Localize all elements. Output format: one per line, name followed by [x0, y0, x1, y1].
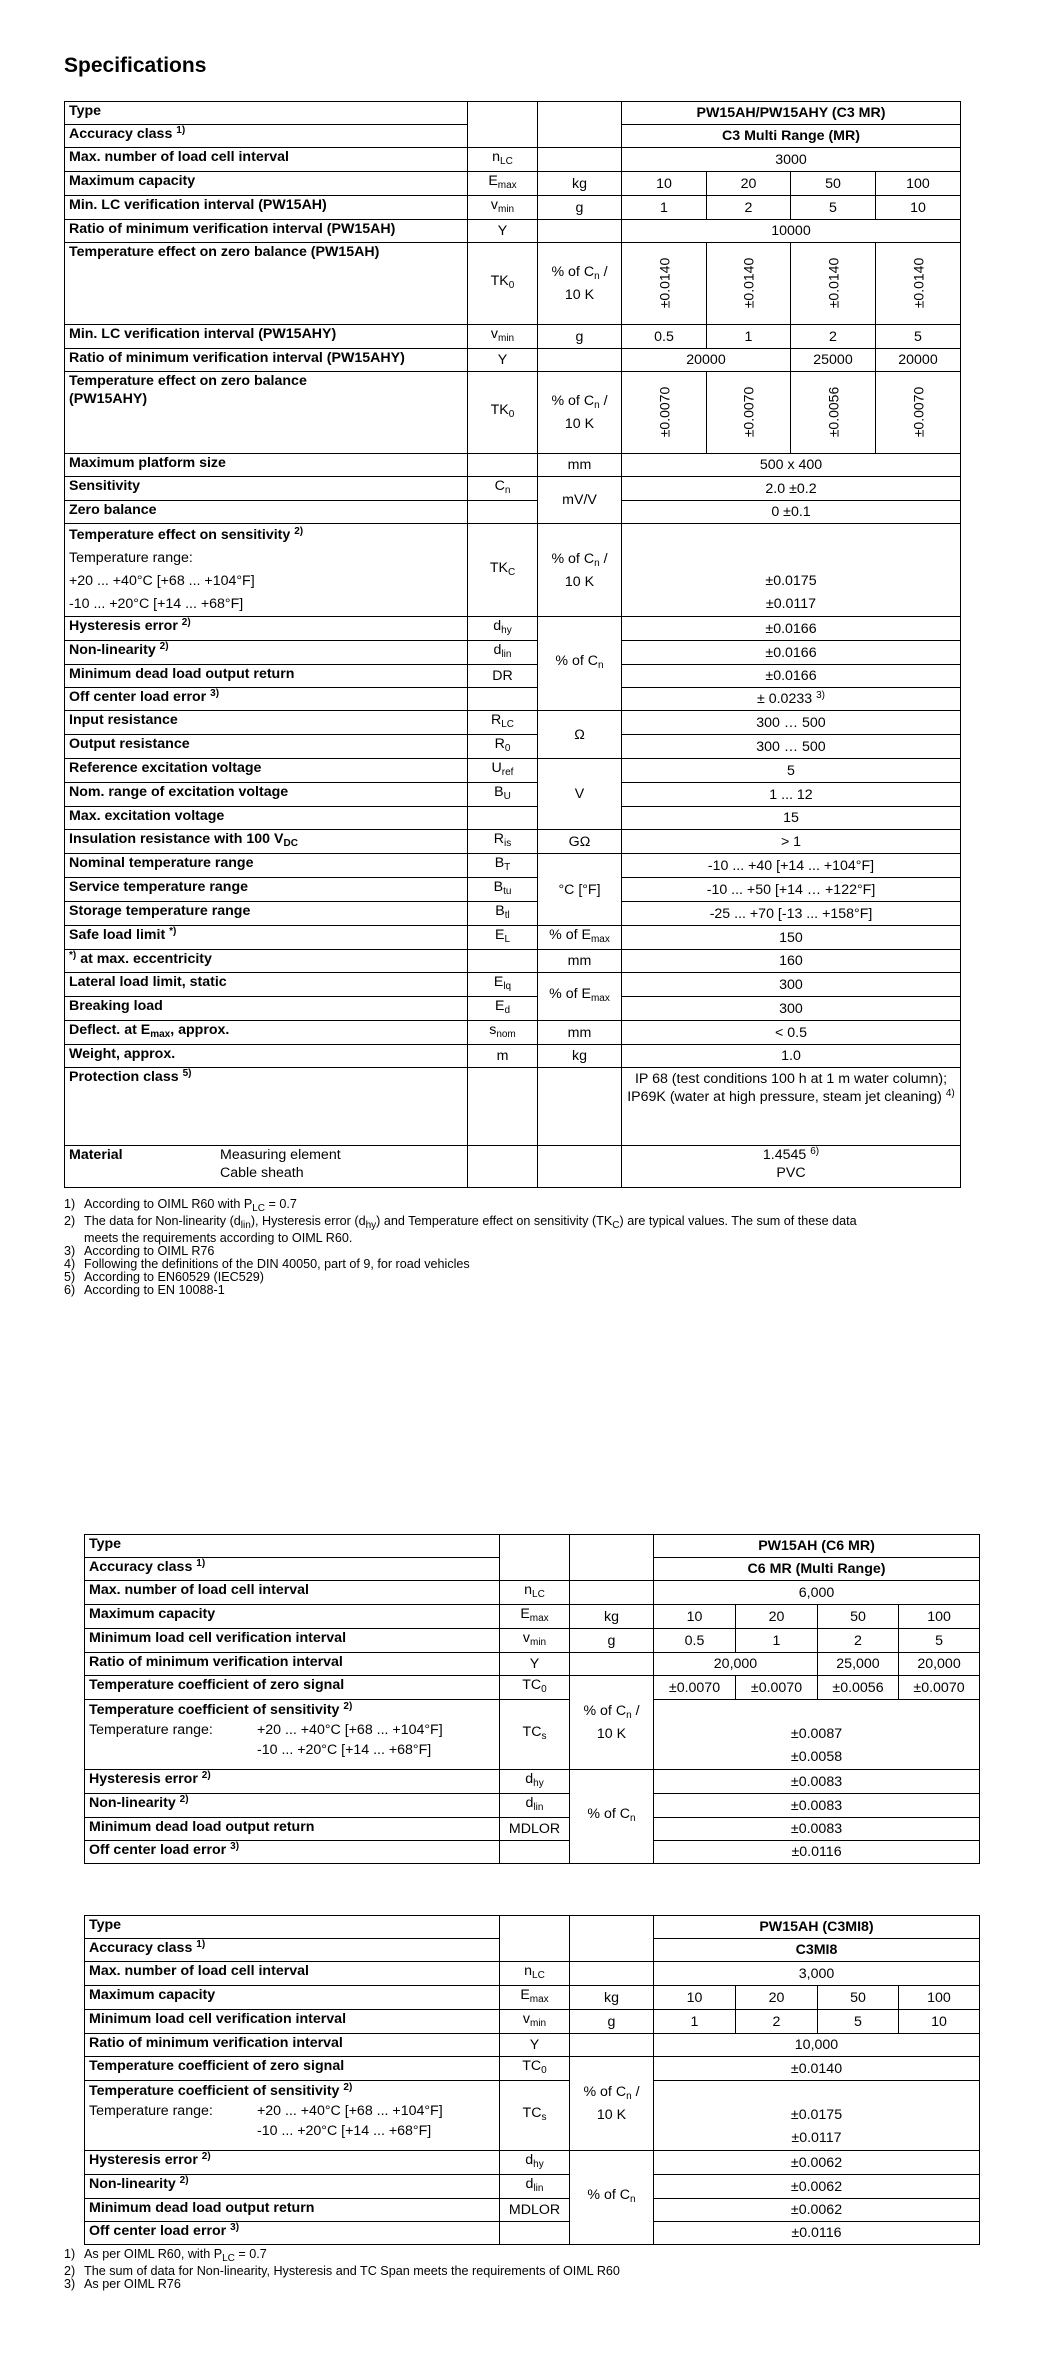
- tc0-cell: ±0.0070: [654, 1676, 736, 1700]
- capacity-cell: 50: [818, 1986, 899, 2010]
- symbol-tc0: $TC_0$: [500, 1676, 570, 1700]
- ref-exc-label: Reference excitation voltage: [65, 759, 468, 783]
- type-label: Type: [85, 1535, 500, 1558]
- lateral-label: Lateral load limit, static: [65, 973, 468, 997]
- unit-kg: kg: [570, 1605, 654, 1629]
- ratio-label: Ratio of minimum verification interval: [85, 2034, 500, 2057]
- footnote: 4) Following the definitions of the DIN 40050, part of 9, for road vehicles: [64, 1257, 470, 1271]
- nonlin-label: Non-linearity $^{2)}$: [85, 1794, 500, 1818]
- unit-mm: mm: [538, 1021, 622, 1045]
- output-res-value: 300 … 500: [622, 735, 961, 759]
- off-center-value: ±0.0116: [654, 2222, 980, 2245]
- ratio-cell: 25000: [791, 349, 876, 372]
- nonlin-value: ±0.0166: [622, 641, 961, 665]
- tk0-ahy-label: Temperature effect on zero balance (PW15AHY): [65, 372, 468, 454]
- unit-ohm: Ω: [538, 711, 622, 759]
- symbol-vmin: $v_{min}$: [500, 2010, 570, 2034]
- footnote: 2) The sum of data for Non-linearity, Hysteresis and TC Span meets the requirements of OIML R60: [64, 2264, 620, 2278]
- symbol-btu: $B_{tu}$: [468, 878, 538, 902]
- type-value: PW15AH/PW15AHY (C3 MR): [622, 102, 961, 125]
- min-interval-cell: 1: [654, 2010, 736, 2034]
- service-temp-value: -10 ... +50 [+14 … +122°F]: [622, 878, 961, 902]
- max-interval-label: Max. number of load cell interval: [85, 1962, 500, 1986]
- symbol-vmin: $v_{min}$: [500, 1629, 570, 1653]
- off-center-value: ± 0.0233 $^{3)}$: [622, 688, 961, 711]
- platform-value: 500 x 400: [622, 454, 961, 477]
- nonlin-value: ±0.0083: [654, 1794, 980, 1818]
- min-interval-cell: 1: [736, 1629, 818, 1653]
- unit-pct-cn-10k: % of $C_n$ / 10 K: [538, 243, 622, 325]
- symbol-emax: $E_{max}$: [500, 1986, 570, 2010]
- nonlin-label: Non-linearity $^{2)}$: [85, 2175, 500, 2199]
- capacity-cell: 20: [736, 1986, 818, 2010]
- breaking-label: Breaking load: [65, 997, 468, 1021]
- max-exc-value: 15: [622, 807, 961, 830]
- nonlin-label: Non-linearity $^{2)}$: [65, 641, 468, 665]
- eccentric-label: *) at max. eccentricity: [65, 950, 468, 973]
- accuracy-value: C3 Multi Range (MR): [622, 125, 961, 148]
- max-interval-value: 3000: [622, 148, 961, 172]
- symbol-bu: $B_U$: [468, 783, 538, 807]
- max-interval-value: 6,000: [654, 1581, 980, 1605]
- nonlin-value: ±0.0062: [654, 2175, 980, 2199]
- footnote: 1) As per OIML R60, with $P_{LC} = 0.7$: [64, 2247, 267, 2264]
- symbol-btl: $B_{tl}$: [468, 902, 538, 926]
- min-lc-cell: 1: [707, 325, 791, 349]
- ratio-ah-value: 10000: [622, 220, 961, 243]
- symbol-snom: $s_{nom}$: [468, 1021, 538, 1045]
- unit-mvv: mV/V: [538, 477, 622, 524]
- specifications-table-c3mi8: [84, 1915, 980, 2245]
- unit-pct-cn-10k: % of $C_n$ / 10 K: [570, 2057, 654, 2151]
- material-value: 1.4545 $^{6)}$ PVC: [622, 1146, 961, 1188]
- symbol-dhy: $d_{hy}$: [468, 617, 538, 641]
- hysteresis-label: Hysteresis error $^{2)}$: [85, 2151, 500, 2175]
- unit-pct-emax: % of $E_{max}$: [538, 926, 622, 950]
- symbol-dhy: $d_{hy}$: [500, 2151, 570, 2175]
- symbol-cn: $C_n$: [468, 477, 538, 501]
- sensitivity-label: Sensitivity: [65, 477, 468, 501]
- hysteresis-value: ±0.0166: [622, 617, 961, 641]
- symbol-nlc: $n_{LC}$: [468, 148, 538, 172]
- symbol-tkc: $TK_C$: [468, 524, 538, 617]
- tcs-label: Temperature coefficient of sensitivity $^{2)}$ Temperature range: +20 ... +40°C [+68 ... +104°F] -10 ... +20°C [+14 ... +68°F]: [85, 2081, 500, 2151]
- tk0-cell: ±0.0070: [876, 372, 961, 454]
- footnote: 6) According to EN 10088-1: [64, 1283, 225, 1297]
- capacity-cell: 50: [818, 1605, 899, 1629]
- insulation-label: Insulation resistance with 100 $V_{DC}$: [65, 830, 468, 854]
- dead-load-label: Minimum dead load output return: [65, 665, 468, 688]
- input-res-value: 300 … 500: [622, 711, 961, 735]
- symbol-tcs: $TC_s$: [500, 1700, 570, 1770]
- footnote: 1) According to OIML R60 with $P_{LC} = 0.7$: [64, 1197, 297, 1214]
- platform-label: Maximum platform size: [65, 454, 468, 477]
- symbol-uref: $U_{ref}$: [468, 759, 538, 783]
- service-temp-label: Service temperature range: [65, 878, 468, 902]
- accuracy-value: C3MI8: [654, 1939, 980, 1962]
- capacity-cell: 100: [876, 172, 961, 196]
- min-interval-label: Minimum load cell verification interval: [85, 1629, 500, 1653]
- safe-load-label: Safe load limit *): [65, 926, 468, 950]
- footnote: 2) The data for Non-linearity $(d_{lin})$, Hysteresis error $(d_{hy})$ and Temperature effect on sensitivity $(TK_C)$ are typical values. The sum of these data: [64, 1214, 857, 1231]
- tkc-label: Temperature effect on sensitivity $^{2)}$ Temperature range: +20 ... +40°C [+68 ... +104°F] -10 ... +20°C [+14 ... +68°F]: [65, 524, 468, 617]
- unit-pct-cn: % of $C_n$: [570, 2151, 654, 2245]
- protection-label: Protection class $^{5)}$: [65, 1068, 468, 1146]
- tk0-cell: ±0.0140: [791, 243, 876, 325]
- unit-mm: mm: [538, 454, 622, 477]
- eccentric-value: 160: [622, 950, 961, 973]
- symbol-vmin: $v_{min}$: [468, 196, 538, 220]
- weight-value: 1.0: [622, 1045, 961, 1068]
- min-interval-cell: 5: [818, 2010, 899, 2034]
- storage-temp-label: Storage temperature range: [65, 902, 468, 926]
- footnotes-table1: [64, 1198, 857, 1297]
- off-center-value: ±0.0116: [654, 1841, 980, 1864]
- symbol-nlc: $n_{LC}$: [500, 1962, 570, 1986]
- accuracy-label: Accuracy class $^{1)}$: [65, 125, 468, 148]
- deflect-value: < 0.5: [622, 1021, 961, 1045]
- hysteresis-label: Hysteresis error $^{2)}$: [65, 617, 468, 641]
- off-center-label: Off center load error $^{3)}$: [85, 2222, 500, 2245]
- nom-exc-value: 1 ... 12: [622, 783, 961, 807]
- unit-pct-cn: % of $C_n$: [538, 617, 622, 711]
- lateral-value: 300: [622, 973, 961, 997]
- unit-kg: kg: [538, 172, 622, 196]
- capacity-cell: 100: [899, 1986, 980, 2010]
- symbol-mdlor: MDLOR: [500, 1818, 570, 1841]
- off-center-label: Off center load error $^{3)}$: [65, 688, 468, 711]
- ratio-cell: 20,000: [654, 1653, 818, 1676]
- max-exc-label: Max. excitation voltage: [65, 807, 468, 830]
- deflect-label: Deflect. at $E_{max}$, approx.: [65, 1021, 468, 1045]
- symbol-tc0: $TC_0$: [500, 2057, 570, 2081]
- symbol-tcs: $TC_s$: [500, 2081, 570, 2151]
- unit-pct-cn-10k: % of $C_n$ / 10 K: [538, 524, 622, 617]
- ratio-value: 10,000: [654, 2034, 980, 2057]
- tk0-cell: ±0.0070: [707, 372, 791, 454]
- min-lc-ahy-label: Min. LC verification interval (PW15AHY): [65, 325, 468, 349]
- ratio-cell: 20000: [622, 349, 791, 372]
- output-res-label: Output resistance: [65, 735, 468, 759]
- symbol-tk0: $TK_0$: [468, 243, 538, 325]
- unit-g: g: [570, 1629, 654, 1653]
- symbol-y: Y: [500, 2034, 570, 2057]
- unit-v: V: [538, 759, 622, 830]
- nom-temp-value: -10 ... +40 [+14 ... +104°F]: [622, 854, 961, 878]
- accuracy-label: Accuracy class $^{1)}$: [85, 1939, 500, 1962]
- input-res-label: Input resistance: [65, 711, 468, 735]
- unit-g: g: [538, 325, 622, 349]
- ratio-cell: 20,000: [899, 1653, 980, 1676]
- capacity-cell: 20: [736, 1605, 818, 1629]
- tcs-label: Temperature coefficient of sensitivity $^{2)}$ Temperature range: +20 ... +40°C [+68 ... +104°F] -10 ... +20°C [+14 ... +68°F]: [85, 1700, 500, 1770]
- unit-kg: kg: [570, 1986, 654, 2010]
- accuracy-label: Accuracy class $^{1)}$: [85, 1558, 500, 1581]
- symbol-ris: $R_{is}$: [468, 830, 538, 854]
- ratio-ahy-label: Ratio of minimum verification interval (PW15AHY): [65, 349, 468, 372]
- specifications-table-c6mr: [84, 1534, 980, 1864]
- unit-g: g: [570, 2010, 654, 2034]
- symbol-emax: $E_{max}$: [500, 1605, 570, 1629]
- min-lc-cell: 5: [876, 325, 961, 349]
- min-interval-label: Minimum load cell verification interval: [85, 2010, 500, 2034]
- max-capacity-label: Maximum capacity: [85, 1605, 500, 1629]
- ratio-ah-label: Ratio of minimum verification interval (PW15AH): [65, 220, 468, 243]
- specifications-table-c3mr: [64, 101, 961, 1188]
- unit-g: g: [538, 196, 622, 220]
- capacity-cell: 10: [622, 172, 707, 196]
- accuracy-value: C6 MR (Multi Range): [654, 1558, 980, 1581]
- symbol-r0: $R_0$: [468, 735, 538, 759]
- symbol-y: Y: [500, 1653, 570, 1676]
- ratio-cell: 20000: [876, 349, 961, 372]
- tcs-values: ±0.0175 ±0.0117: [654, 2081, 980, 2151]
- dead-load-label: Minimum dead load output return: [85, 2199, 500, 2222]
- type-label: Type: [65, 102, 468, 125]
- dead-load-value: ±0.0083: [654, 1818, 980, 1841]
- unit-kg: kg: [538, 1045, 622, 1068]
- type-value: PW15AH (C3MI8): [654, 1916, 980, 1939]
- min-lc-cell: 5: [791, 196, 876, 220]
- symbol-elq: $E_{lq}$: [468, 973, 538, 997]
- nom-temp-label: Nominal temperature range: [65, 854, 468, 878]
- zero-balance-label: Zero balance: [65, 501, 468, 524]
- sensitivity-value: 2.0 ±0.2: [622, 477, 961, 501]
- max-interval-label: Max. number of load cell interval: [85, 1581, 500, 1605]
- zero-balance-value: 0 ±0.1: [622, 501, 961, 524]
- min-interval-cell: 10: [899, 2010, 980, 2034]
- symbol-dr: DR: [468, 665, 538, 688]
- material-label: Material Measuring element Cable sheath: [65, 1146, 468, 1188]
- symbol-vmin: $v_{min}$: [468, 325, 538, 349]
- min-interval-cell: 2: [736, 2010, 818, 2034]
- unit-temp: °C [°F]: [538, 854, 622, 926]
- footnote: 3) According to OIML R76: [64, 1244, 215, 1258]
- symbol-dlin: $d_{lin}$: [468, 641, 538, 665]
- protection-value: IP 68 (test conditions 100 h at 1 m water column); IP69K (water at high pressure, steam jet cleaning) $^{4)}$: [622, 1068, 961, 1146]
- tkc-values: ±0.0175 ±0.0117: [622, 524, 961, 617]
- symbol-y: Y: [468, 220, 538, 243]
- symbol-el: $E_L$: [468, 926, 538, 950]
- tc0-cell: ±0.0070: [899, 1676, 980, 1700]
- tk0-cell: ±0.0140: [622, 243, 707, 325]
- symbol-ed: $E_d$: [468, 997, 538, 1021]
- symbol-nlc: $n_{LC}$: [500, 1581, 570, 1605]
- hysteresis-value: ±0.0062: [654, 2151, 980, 2175]
- weight-label: Weight, approx.: [65, 1045, 468, 1068]
- tk0-cell: ±0.0140: [707, 243, 791, 325]
- tc0-cell: ±0.0070: [736, 1676, 818, 1700]
- unit-mm: mm: [538, 950, 622, 973]
- tk0-cell: ±0.0056: [791, 372, 876, 454]
- unit-pct-cn-10k: % of $C_n$ / 10 K: [538, 372, 622, 454]
- tk0-ah-label: Temperature effect on zero balance (PW15AH): [65, 243, 468, 325]
- symbol-rlc: $R_{LC}$: [468, 711, 538, 735]
- unit-gohm: GΩ: [538, 830, 622, 854]
- tc0-label: Temperature coefficient of zero signal: [85, 1676, 500, 1700]
- max-capacity-label: Maximum capacity: [85, 1986, 500, 2010]
- capacity-cell: 20: [707, 172, 791, 196]
- footnote: 5) According to EN60529 (IEC529): [64, 1270, 264, 1284]
- footnotes-table3: [64, 2248, 620, 2291]
- footnote: 3) As per OIML R76: [64, 2277, 181, 2291]
- tc0-value: ±0.0140: [654, 2057, 980, 2081]
- symbol-dlin: $d_{lin}$: [500, 2175, 570, 2199]
- capacity-cell: 50: [791, 172, 876, 196]
- max-capacity-label: Maximum capacity: [65, 172, 468, 196]
- min-lc-ah-label: Min. LC verification interval (PW15AH): [65, 196, 468, 220]
- unit-pct-cn: % of $C_n$: [570, 1770, 654, 1864]
- ratio-cell: 25,000: [818, 1653, 899, 1676]
- page-title: Specifications: [64, 54, 207, 77]
- symbol-y: Y: [468, 349, 538, 372]
- min-lc-cell: 0.5: [622, 325, 707, 349]
- symbol-mdlor: MDLOR: [500, 2199, 570, 2222]
- unit-pct-emax: % of $E_{max}$: [538, 973, 622, 1021]
- tcs-values: ±0.0087 ±0.0058: [654, 1700, 980, 1770]
- ref-exc-value: 5: [622, 759, 961, 783]
- tc0-cell: ±0.0056: [818, 1676, 899, 1700]
- symbol-tk0: $TK_0$: [468, 372, 538, 454]
- type-label: Type: [85, 1916, 500, 1939]
- storage-temp-value: -25 ... +70 [-13 ... +158°F]: [622, 902, 961, 926]
- dead-load-value: ±0.0166: [622, 665, 961, 688]
- nom-exc-label: Nom. range of excitation voltage: [65, 783, 468, 807]
- max-interval-label: Max. number of load cell interval: [65, 148, 468, 172]
- symbol-m: m: [468, 1045, 538, 1068]
- footnote: meets the requirements according to OIML R60.: [84, 1231, 353, 1245]
- capacity-cell: 10: [654, 1605, 736, 1629]
- min-lc-cell: 2: [791, 325, 876, 349]
- capacity-cell: 100: [899, 1605, 980, 1629]
- dead-load-label: Minimum dead load output return: [85, 1818, 500, 1841]
- type-value: PW15AH (C6 MR): [654, 1535, 980, 1558]
- symbol-emax: $E_{max}$: [468, 172, 538, 196]
- min-interval-cell: 2: [818, 1629, 899, 1653]
- min-lc-cell: 10: [876, 196, 961, 220]
- unit-pct-cn-10k: % of $C_n$ / 10 K: [570, 1676, 654, 1770]
- hysteresis-label: Hysteresis error $^{2)}$: [85, 1770, 500, 1794]
- min-interval-cell: 0.5: [654, 1629, 736, 1653]
- off-center-label: Off center load error $^{3)}$: [85, 1841, 500, 1864]
- max-interval-value: 3,000: [654, 1962, 980, 1986]
- symbol-dlin: $d_{lin}$: [500, 1794, 570, 1818]
- tk0-cell: ±0.0070: [622, 372, 707, 454]
- tc0-label: Temperature coefficient of zero signal: [85, 2057, 500, 2081]
- insulation-value: > 1: [622, 830, 961, 854]
- min-lc-cell: 2: [707, 196, 791, 220]
- min-lc-cell: 1: [622, 196, 707, 220]
- symbol-bt: $B_T$: [468, 854, 538, 878]
- symbol-dhy: $d_{hy}$: [500, 1770, 570, 1794]
- tk0-cell: ±0.0140: [876, 243, 961, 325]
- capacity-cell: 10: [654, 1986, 736, 2010]
- dead-load-value: ±0.0062: [654, 2199, 980, 2222]
- breaking-value: 300: [622, 997, 961, 1021]
- min-interval-cell: 5: [899, 1629, 980, 1653]
- safe-load-value: 150: [622, 926, 961, 950]
- hysteresis-value: ±0.0083: [654, 1770, 980, 1794]
- ratio-label: Ratio of minimum verification interval: [85, 1653, 500, 1676]
